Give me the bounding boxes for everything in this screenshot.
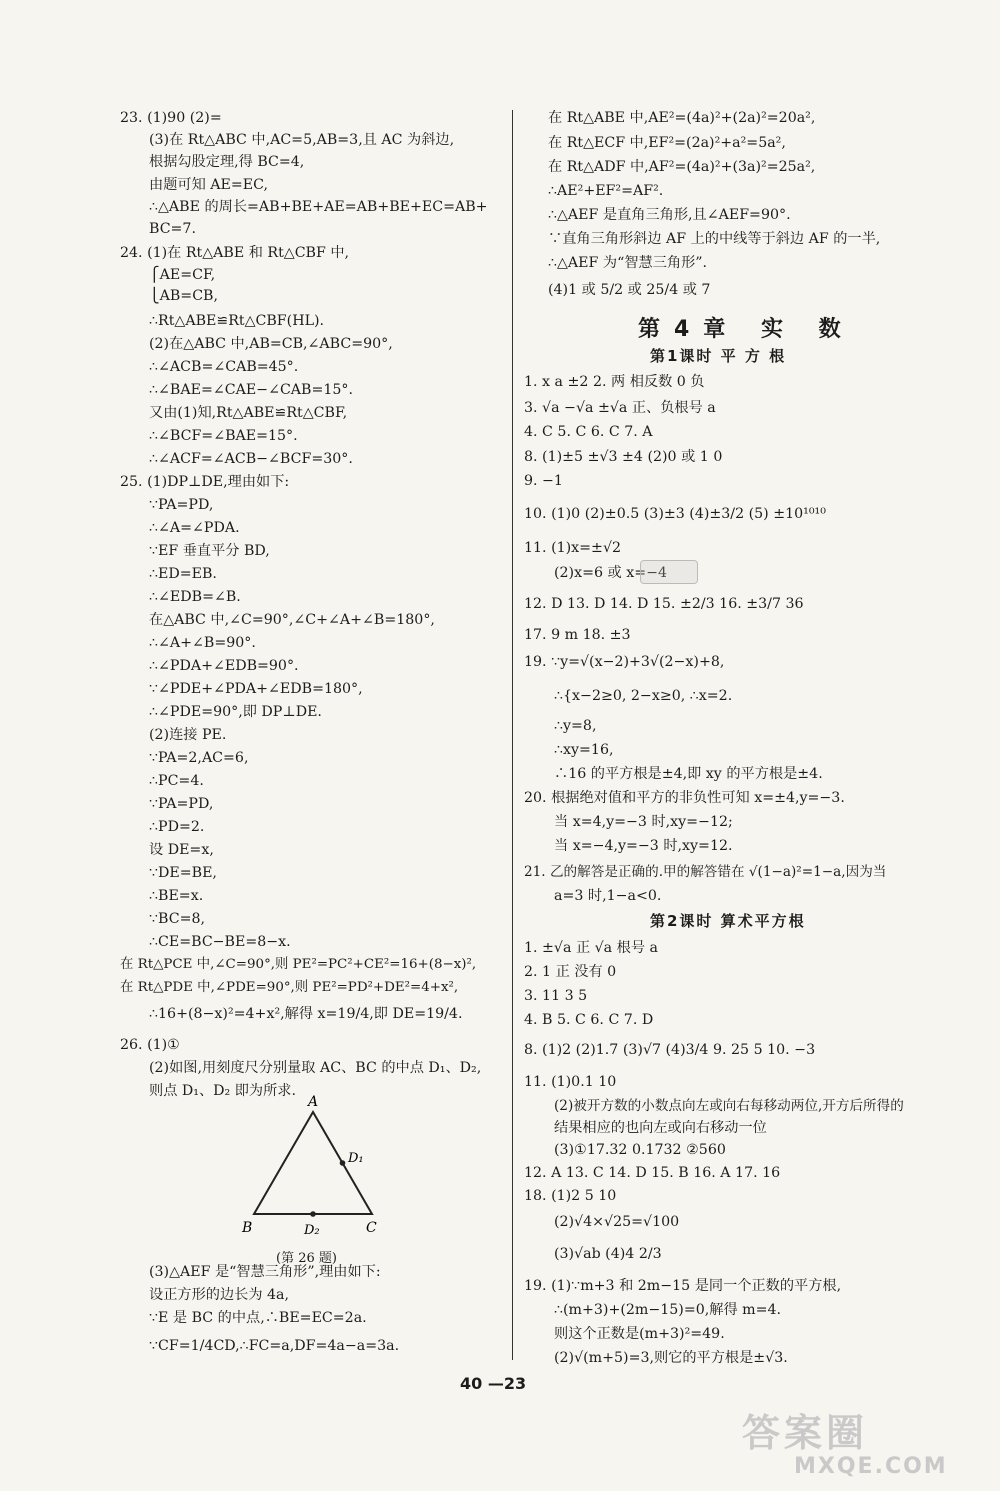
text-line: 3. 11 3 5 (524, 988, 588, 1004)
text-line: (2)被开方数的小数点向左或向右每移动两位,开方后所得的 (554, 1098, 904, 1114)
point-d2 (310, 1211, 316, 1217)
text-line: (2)连接 PE. (149, 727, 227, 743)
text-line: 17. 9 m 18. ±3 (524, 627, 631, 643)
text-line: ∵BC=8, (149, 911, 205, 927)
text-line: 19. ∵y=√(x−2)+3√(2−x)+8, (524, 654, 725, 670)
text-line: 4. C 5. C 6. C 7. A (524, 424, 653, 440)
text-line: (2)如图,用刻度尺分别量取 AC、BC 的中点 D₁、D₂, (149, 1060, 482, 1076)
text-line: 又由(1)知,Rt△ABE≌Rt△CBF, (149, 405, 348, 421)
text-line: 18. (1)2 5 10 (524, 1188, 617, 1204)
text-line: ∵CF=1/4CD,∴FC=a,DF=4a−a=3a. (149, 1338, 400, 1354)
text-line: 在△ABC 中,∠C=90°,∠C+∠A+∠B=180°, (149, 612, 435, 628)
text-line: 3. √a −√a ±√a 正、负根号 a (524, 400, 716, 416)
text-line: ∴∠PDA+∠EDB=90°. (149, 658, 299, 674)
text-line: 12. A 13. C 14. D 15. B 16. A 17. 16 (524, 1165, 781, 1181)
text-line: ∴PD=2. (149, 819, 205, 835)
text-line: (3)△AEF 是“智慧三角形”,理由如下: (149, 1264, 381, 1280)
triangle-figure (240, 1090, 390, 1240)
text-line: ∴∠ACF=∠ACB−∠BCF=30°. (149, 451, 353, 467)
text-line: 11. (1)x=±√2 (524, 540, 622, 556)
column-divider (512, 110, 513, 1360)
text-line: ∴16+(8−x)²=4+x²,解得 x=19/4,即 DE=19/4. (149, 1006, 463, 1022)
text-line: 则点 D₁、D₂ 即为所求. (149, 1083, 296, 1099)
chapter-title: 第4章 实 数 (638, 317, 855, 342)
text-line: ∴16 的平方根是±4,即 xy 的平方根是±4. (554, 766, 823, 782)
watermark-text: 答案圈 (742, 1411, 869, 1455)
text-line: ∴AE²+EF²=AF². (548, 183, 664, 199)
label-a: A (308, 1094, 319, 1110)
text-line: 设正方形的边长为 4a, (149, 1287, 290, 1303)
text-line: 4. B 5. C 6. C 7. D (524, 1012, 654, 1028)
watermark-url: MXQE.COM (794, 1454, 948, 1479)
text-line: 1. ±√a 正 √a 根号 a (524, 940, 658, 956)
text-line: 8. (1)±5 ±√3 ±4 (2)0 或 1 0 (524, 449, 723, 465)
text-line: 1. x a ±2 2. 两 相反数 0 负 (524, 374, 705, 390)
text-line: 21. 乙的解答是正确的.甲的解答错在 √(1−a)²=1−a,因为当 (524, 864, 887, 880)
text-line: ∴xy=16, (554, 742, 614, 758)
text-line: ∵PA=PD, (149, 796, 214, 812)
text-line: 9. −1 (524, 473, 563, 489)
text-line: 12. D 13. D 14. D 15. ±2/3 16. ±3/7 36 (524, 596, 804, 612)
text-line: ∴{x−2≥0, 2−x≥0, ∴x=2. (554, 688, 733, 704)
text-line: 在 Rt△ABE 中,AE²=(4a)²+(2a)²=20a², (548, 110, 816, 126)
text-line: ∴∠EDB=∠B. (149, 589, 241, 605)
faint-stamp-mark (640, 560, 698, 584)
text-line: 在 Rt△ECF 中,EF²=(2a)²+a²=5a², (548, 135, 786, 151)
text-line: ∴△ABE 的周长=AB+BE+AE=AB+BE+EC=AB+ (149, 199, 488, 215)
text-line: ∴∠A+∠B=90°. (149, 635, 256, 651)
text-line: ∴ED=EB. (149, 566, 217, 582)
text-line: ∴y=8, (554, 718, 597, 734)
text-line: (2)x=6 或 x=−4 (554, 565, 668, 581)
text-line: ∵PA=PD, (149, 497, 214, 513)
label-d2: D₂ (304, 1223, 320, 1238)
text-line: 根据勾股定理,得 BC=4, (149, 154, 305, 170)
watermark-logo (742, 1402, 992, 1482)
text-line: 当 x=4,y=−3 时,xy=−12; (554, 814, 733, 830)
text-line: (2)√(m+5)=3,则它的平方根是±√3. (554, 1350, 788, 1366)
text-line: ∵DE=BE, (149, 865, 217, 881)
text-line: ∴∠PDE=90°,即 DP⊥DE. (149, 704, 322, 720)
text-line: 当 x=−4,y=−3 时,xy=12. (554, 838, 733, 854)
text-line: 10. (1)0 (2)±0.5 (3)±3 (4)±3/2 (5) ±10¹⁰¹⁰ (524, 506, 826, 522)
text-line: 结果相应的也向左或向右移动一位 (554, 1120, 767, 1136)
text-line: 在 Rt△ADF 中,AF²=(4a)²+(3a)²=25a², (548, 159, 816, 175)
text-line: (2)√4×√25=√100 (554, 1214, 680, 1230)
text-line: 在 Rt△PCE 中,∠C=90°,则 PE²=PC²+CE²=16+(8−x)², (120, 957, 477, 972)
text-line: ∵PA=2,AC=6, (149, 750, 249, 766)
text-line: ∴△AEF 是直角三角形,且∠AEF=90°. (548, 207, 791, 223)
text-line: 24. (1)在 Rt△ABE 和 Rt△CBF 中, (120, 245, 350, 261)
text-line: 19. (1)∵m+3 和 2m−15 是同一个正数的平方根, (524, 1278, 842, 1294)
text-line: (2)在△ABC 中,AB=CB,∠ABC=90°, (149, 336, 393, 352)
text-line: 由题可知 AE=EC, (149, 177, 268, 193)
text-line: 11. (1)0.1 10 (524, 1074, 617, 1090)
point-d1 (340, 1160, 346, 1166)
lesson-title: 第1课时 平 方 根 (650, 347, 787, 365)
text-line: (3)在 Rt△ABC 中,AC=5,AB=3,且 AC 为斜边, (149, 132, 455, 148)
text-line: ∴(m+3)+(2m−15)=0,解得 m=4. (554, 1302, 782, 1318)
text-line: a=3 时,1−a<0. (554, 888, 662, 904)
text-line: 23. (1)90 (2)= (120, 110, 222, 126)
text-line: ∴∠ACB=∠CAB=45°. (149, 359, 299, 375)
text-line: ∴BE=x. (149, 888, 204, 904)
text-line: ∵∠PDE+∠PDA+∠EDB=180°, (149, 681, 363, 697)
text-line: ∴Rt△ABE≌Rt△CBF(HL). (149, 313, 325, 329)
text-line: (3)√ab (4)4 2/3 (554, 1246, 662, 1262)
lesson-title: 第2课时 算术平方根 (650, 912, 806, 930)
text-line: ∴CE=BC−BE=8−x. (149, 934, 291, 950)
text-line: ∵直角三角形斜边 AF 上的中线等于斜边 AF 的一半, (548, 231, 881, 247)
text-line: ∴∠A=∠PDA. (149, 520, 240, 536)
text-line: 则这个正数是(m+3)²=49. (554, 1326, 725, 1342)
text-line: ∴∠BCF=∠BAE=15°. (149, 428, 298, 444)
text-line: ∵EF 垂直平分 BD, (149, 543, 270, 559)
text-line: 20. 根据绝对值和平方的非负性可知 x=±4,y=−3. (524, 790, 845, 806)
label-d1: D₁ (348, 1151, 364, 1166)
text-line: 2. 1 正 没有 0 (524, 964, 617, 980)
text-line: ∴∠BAE=∠CAE−∠CAB=15°. (149, 382, 354, 398)
text-line: 8. (1)2 (2)1.7 (3)√7 (4)3/4 9. 25 5 10. −3 (524, 1042, 816, 1058)
text-line: ∴PC=4. (149, 773, 204, 789)
text-line: ⎩AB=CB, (149, 288, 218, 304)
text-line: 26. (1)① (120, 1037, 180, 1053)
text-line: 25. (1)DP⊥DE,理由如下: (120, 474, 290, 490)
text-line: ∴△AEF 为“智慧三角形”. (548, 255, 708, 271)
label-c: C (366, 1220, 377, 1236)
page-number: 40 —23 (460, 1374, 527, 1393)
text-line: BC=7. (149, 221, 196, 237)
text-line: ⎧AE=CF, (149, 267, 216, 283)
text-line: ∵E 是 BC 的中点,∴BE=EC=2a. (149, 1310, 367, 1326)
label-b: B (242, 1220, 253, 1236)
text-line: 设 DE=x, (149, 842, 214, 858)
figure-caption: (第 26 题) (276, 1251, 337, 1266)
text-line: (4)1 或 5/2 或 25/4 或 7 (548, 282, 711, 298)
text-line: (3)①17.32 0.1732 ②560 (554, 1142, 726, 1158)
text-line: 在 Rt△PDE 中,∠PDE=90°,则 PE²=PD²+DE²=4+x², (120, 980, 459, 995)
